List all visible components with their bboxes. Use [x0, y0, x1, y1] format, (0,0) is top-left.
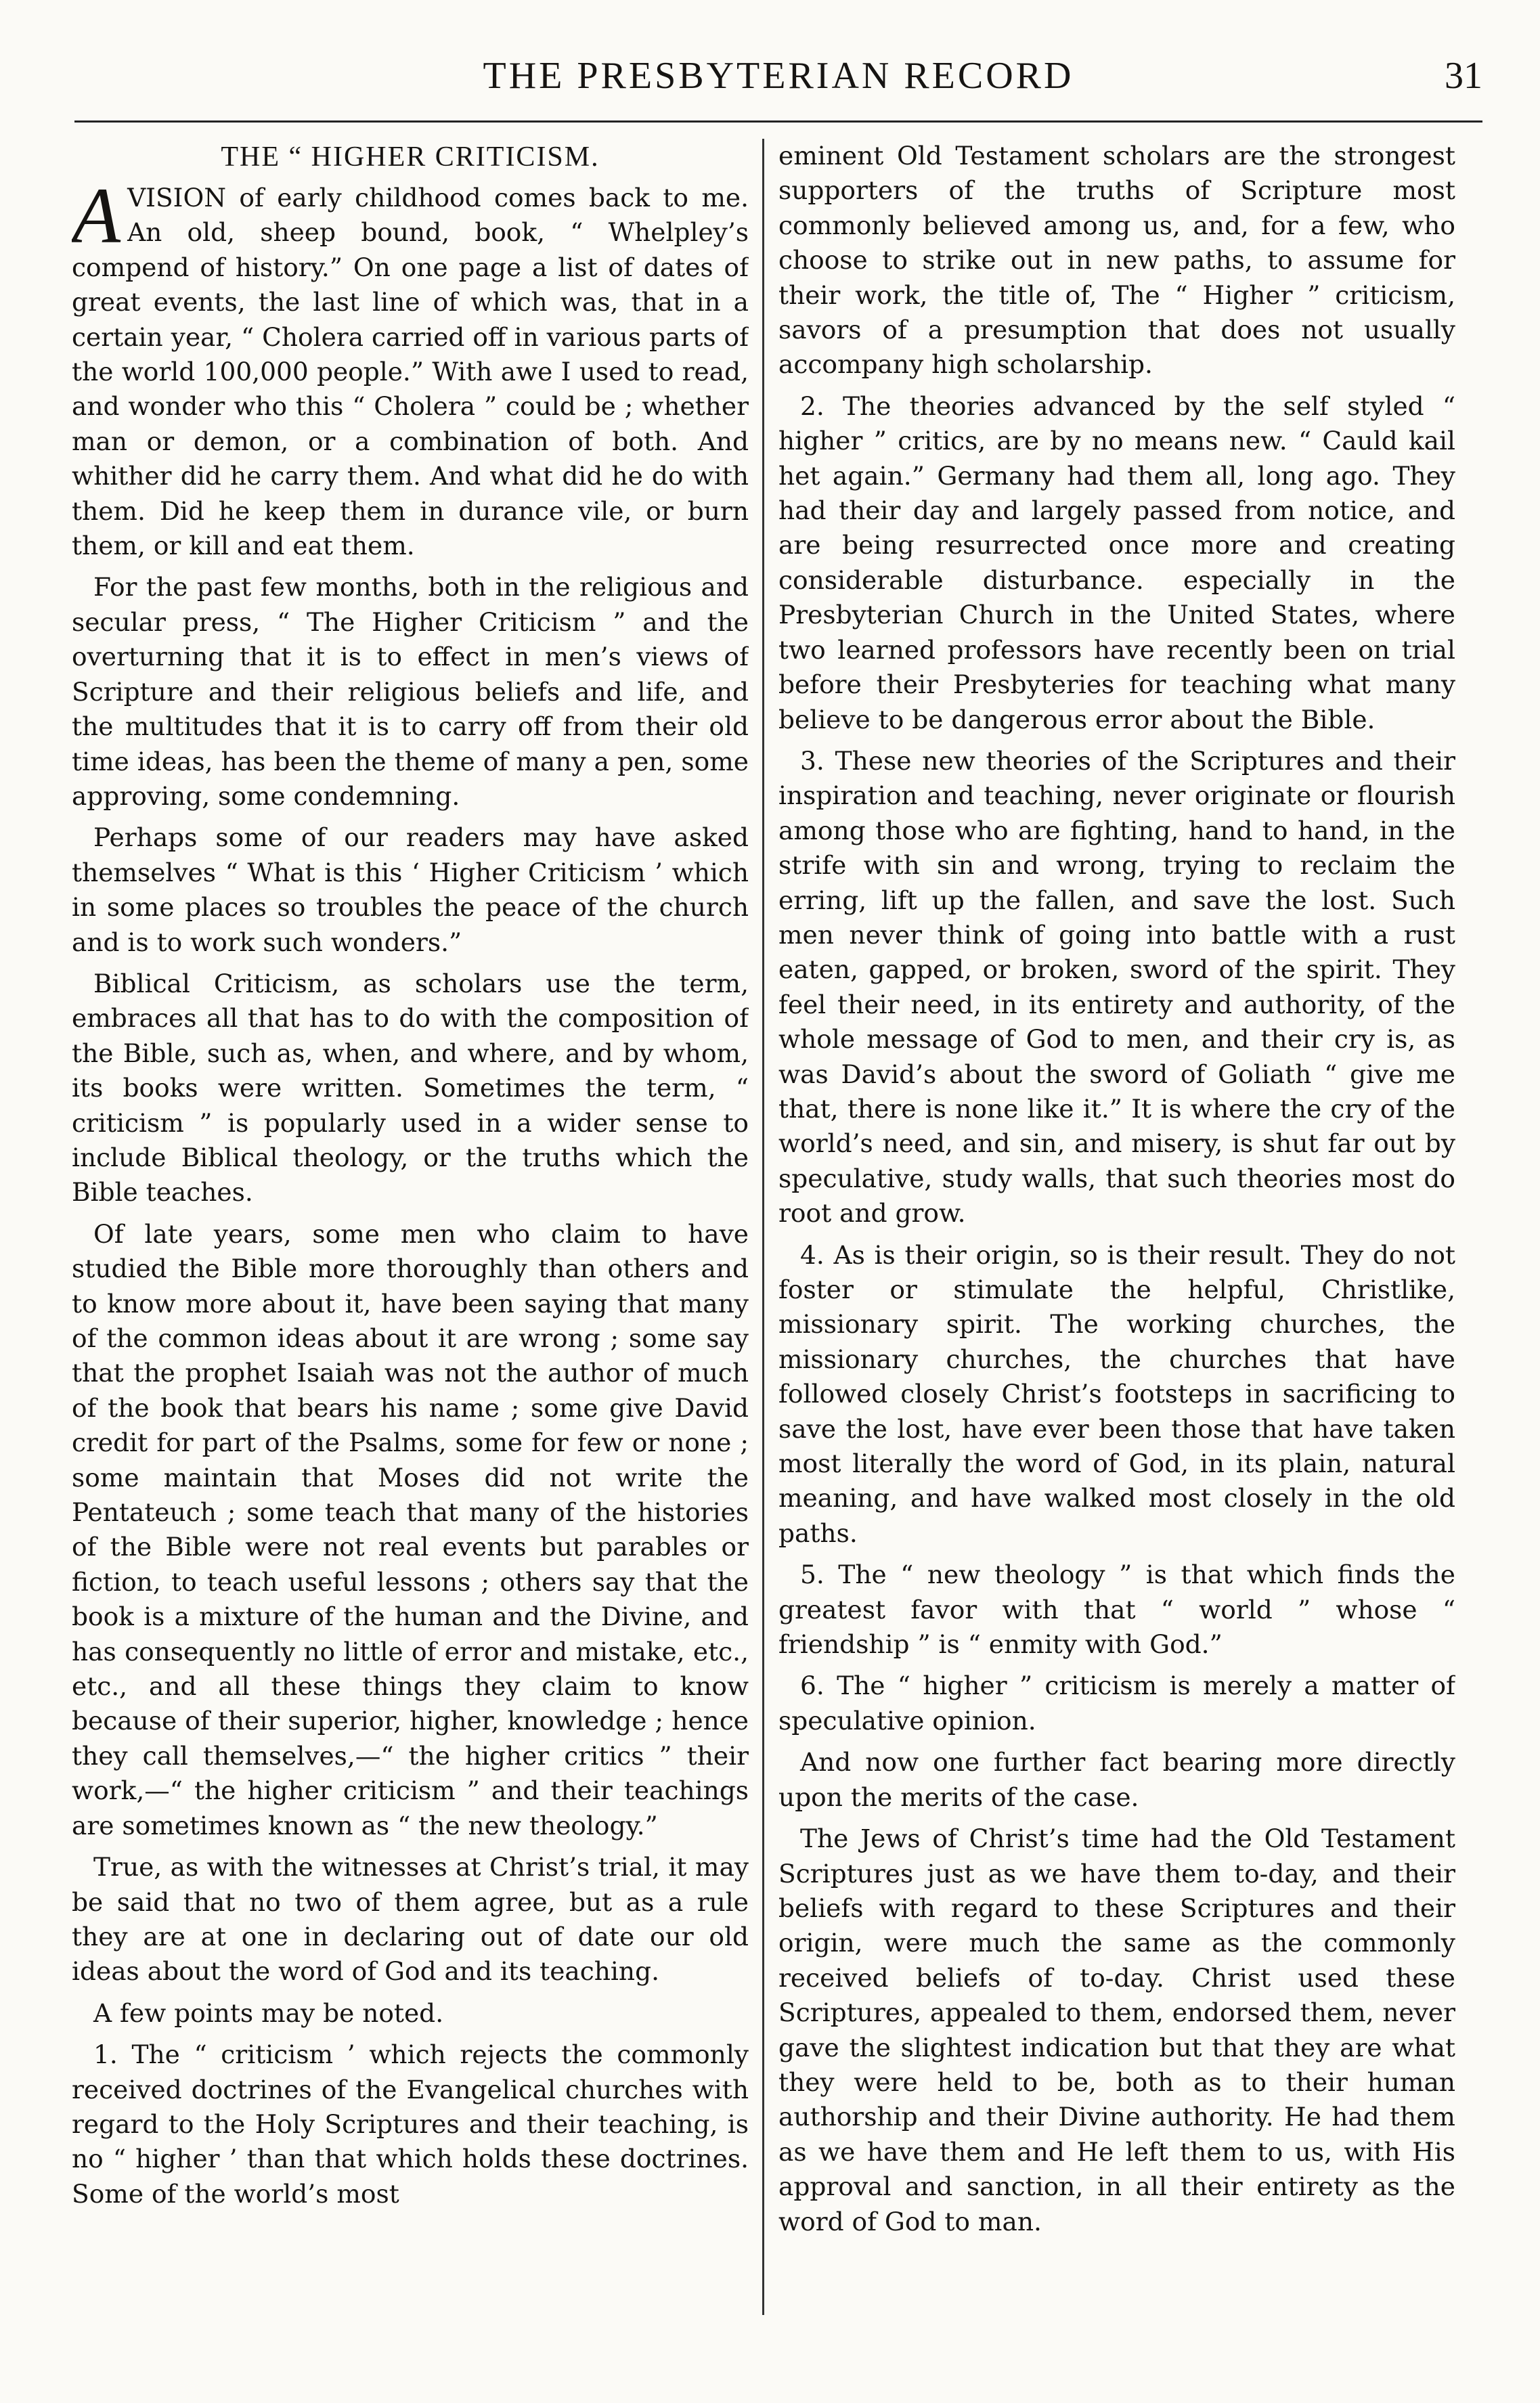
paragraph: 6. The “ higher ” criticism is merely a matter of speculative opinion.: [778, 1671, 1455, 1736]
journal-title: THE PRESBYTERIAN RECORD: [483, 55, 1074, 97]
paragraph: True, as with the witnesses at Christ’s trial, it may be said that no two of them agree, but as a rule they are at one in declaring out of date our old ideas about the word of God and its teaching.: [72, 1852, 749, 1987]
paragraph: Biblical Criticism, as scholars use the term, embraces all that has to do with the composition of the Bible, such as, when, and where, and by whom, its books were written. Sometimes the term, “ criticism ” is popularly used in a wider sense to include Biblical theology, or the truths which the Bible teaches.: [72, 968, 749, 1208]
paragraph: [72, 171, 749, 563]
column-divider: [762, 139, 764, 2315]
paragraph: The Jews of Christ’s time had the Old Testament Scriptures just as we have them to-day, and their beliefs with regard to these Scriptures and their origin, were much the same as the commonly received beliefs of to-day. Christ used these Scriptures, appealed to them, endorsed them, never gave the slightest indication but that they are what they were held to be, both as to their human authorship and their Divine authority. He had them as we have them and He left them to us, with His approval and sanction, in all their entirety as the word of God to man.: [778, 1824, 1455, 2236]
article-title: THE “ HIGHER CRITICISM.: [221, 141, 600, 173]
paragraph: A few points may be noted.: [93, 1998, 444, 2028]
paragraph: For the past few months, both in the religious and secular press, “ The Higher Criticism ” and the overturning that it is to effect in men’s views of Scripture and their religious beliefs and life, and the multitudes that it is to carry off from their old time ideas, has been the theme of many a pen, some approving, some condemning.: [72, 572, 749, 811]
paragraph: 2. The theories advanced by the self styled “ higher ” critics, are by no means new. “ Cauld kail het again.” Germany had them all, long ago. They had their day and largely passed from notice, and are being resurrected once more and creating considerable disturbance. especially in the Presbyterian Church in the United States, where two learned professors have recently been on trial before their Presbyteries for teaching what many believe to be dangerous error about the Bible.: [778, 391, 1455, 734]
paragraph: Perhaps some of our readers may have asked themselves “ What is this ‘ Higher Criticism ’ which in some places so troubles the peace of the church and is to work such wonders.”: [72, 822, 749, 957]
header-rule: [74, 120, 1482, 123]
paragraph: 3. These new theories of the Scriptures and their inspiration and teaching, never originate or flourish among those who are fighting, hand to hand, in the strife with sin and wrong, trying to reclaim the erring, lift up the fallen, and save the lost. Such men never think of going into battle with a rust eaten, gapped, or broken, sword of the spirit. They feel their need, in its entirety and authority, of the whole message of God to men, and their cry is, as was David’s about the sword of Goliath “ give me that, there is none like it.” It is where the cry of the world’s need, and sin, and misery, is shut far out by speculative, study walls, that such theories most do root and grow.: [778, 745, 1455, 1229]
paragraph: 4. As is their origin, so is their result. They do not foster or stimulate the helpful, Christlike, missionary spirit. The working churches, the missionary churches, the churches that have followed closely Christ’s footsteps in sacrificing to save the lost, have ever been those that have taken most literally the word of God, in its plain, natural meaning, and have walked most closely in the old paths.: [778, 1239, 1455, 1548]
paragraph: Of late years, some men who claim to have studied the Bible more thoroughly than others and to know more about it, have been saying that many of the common ideas about it are wrong ; some say that the prophet Isaiah was not the author of much of the book that bears his name ; some give David credit for part of the Psalms, some for few or none ; some maintain that Moses did not write the Pentateuch ; some teach that many of the histories of the Bible were not real events but parables or fiction, to teach useful lessons ; others say that the book is a mixture of the human and the Divine, and has consequently no little of error and mistake, etc., etc., and all these things they claim to know because of their superior, higher, knowledge ; hence they call themselves,—“ the higher critics ” their work,—“ the higher criticism ” and their teachings are sometimes known as “ the new theology.”: [72, 1218, 749, 1840]
paragraph-text: VISION of early childhood comes back to me. An old, sheep bound, book, “ Whelpley’s compend of history.” On one page a list of dates of great events, the last line of which was, that in a certain year, “ Cholera carried off in various parts of the world 100,000 people.” With awe I used to read, and wonder who this “ Cholera ” could be ; whether man or demon, or a combination of both. And whither did he carry them. And what did he do with them. Did he keep them in durance vile, or burn them, or kill and eat them.: [72, 183, 749, 561]
right-column: [778, 139, 1455, 2335]
paragraph: 1. The “ criticism ’ which rejects the commonly received doctrines of the Evangelical churches with regard to the Holy Scriptures and their teaching, is no “ higher ’ than that which holds these doctrines. Some of the world’s most: [72, 2040, 749, 2209]
paragraph: And now one further fact bearing more directly upon the merits of the case.: [778, 1747, 1455, 1812]
page-number: 31: [1445, 55, 1482, 97]
dropcap: A: [72, 171, 121, 260]
left-column: [72, 139, 749, 2335]
paragraph: eminent Old Testament scholars are the strongest supporters of the truths of Scripture most commonly believed among us, and, for a few, who choose to strike out in new paths, to assume for their work, the title of, The “ Higher ” criticism, savors of a presumption that does not usually accompany high scholarship.: [778, 141, 1455, 380]
paragraph: 5. The “ new theology ” is that which finds the greatest favor with that “ world ” whose “ friendship ” is “ enmity with God.”: [778, 1560, 1455, 1660]
page-header: [74, 41, 1482, 115]
